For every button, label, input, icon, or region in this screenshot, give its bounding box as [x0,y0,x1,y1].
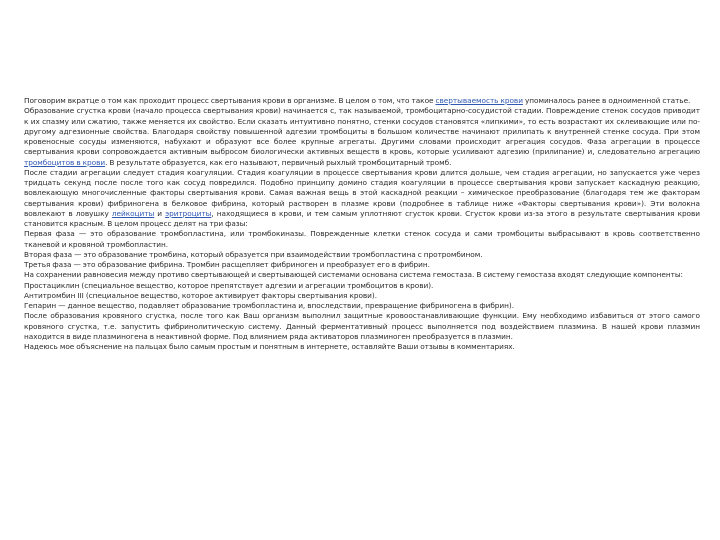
text-segment: Первая фаза — это образование тромбопластина, или тромбокиназы. Поврежденные клетки стенок сосуда и сами тромбоциты выбрасывают в кровь соответственно тканевой и кровяной тромбопластин. [24,229,700,249]
text-segment: Простациклин (специальное вещество, которое препятствует адгезии и агрегации тромбоцитов в крови). [24,280,434,290]
inline-link[interactable]: лейкоциты [111,208,155,218]
text-segment: После стадии агрегации следует стадия коагуляции. Стадия коагуляции в процессе свертывания крови длится дольше, чем стадия агрегации, но запускается уже через тридцать секунд после после того как сосуд повредился. Подобно принципу домино стадия коагуляции в процессе свертывания крови запускает каскадную реакцию, вовлекающую многочисленные факторы свертывания крови. Самая важная вещь в этой каскадной реакции – химическое преобразование (благодаря тем же факторам свертывания крови) фибриногена в белковое фибрина, который растворен в плазме крови (подробнее в таблице ниже «Факторы свертывания крови»). Эти волокна вовлекают в ловушку [24,167,700,218]
text-segment: Вторая фаза — это образование тромбина, который образуется при взаимодействии тромбопластина с протромбином. [24,249,483,259]
paragraph [24,168,700,230]
inline-link[interactable]: тромбоцитов в крови [24,157,106,167]
text-segment: Надеюсь мое объяснение на пальцах было самым простым и понятным в интернете, оставляйте Ваши отзывы в комментариях. [24,342,515,351]
paragraph [24,281,700,291]
paragraph [24,250,700,260]
text-segment: На сохранении равновесия между противо свертывающей и свертывающей системами основана система гемостаза. В систему гемостаза входят следующие компоненты: [24,270,683,280]
paragraph [24,96,700,106]
text-segment: упоминалось ранее в одноименной статье. [522,96,691,105]
inline-link[interactable]: свертываемость крови [435,96,523,105]
text-segment: . В результате образуется, как его называют, первичный рыхлый тромбоцитарный тромб. [105,157,452,167]
text-segment: Образование сгустка крови (начало процесса свертывания крови) начинается с, так называемой, тромбоцитарно-сосудистой стадии. Повреждение стенок сосудов приводит к их спазму или сжатию, также меняется их свойство. Если сказать интуитивно понятно, стенки сосудов становятся «липкими», то есть возрастают их склеивающие или по-другому адгезионные свойства. Благодаря свойству повышенной адгезии тромбоциты в большом количестве начинают прилипать к внутренней стенке сосуда. При этом кровеносные сосуды изменяются, набухают и образуют все более крупные агрегаты. Другими словами происходит агрегация сосудов. Фаза агрегации в процессе свертывания крови сопровождается активным выбросом биологически активных веществ в кровь, которые усиливают адгезию (прилипание) и, следовательно агрегацию [24,106,700,157]
text-segment: и [154,208,166,218]
paragraph [24,301,700,311]
inline-link[interactable]: эритроциты [165,208,212,218]
article-body [24,96,700,352]
text-segment: , находящиеся в крови, и тем самым уплотняют сгусток крови. Сгусток крови из-за этого в результате свертывания крови становится красным. В целом процесс делят на три фазы: [24,208,701,228]
text-segment: Гепарин — данное вещество, подавляет образование тромбопластина и, впоследствии, превращение фибриногена в фибрин). [24,301,514,310]
text-segment: После образования кровяного сгустка, после того как Ваш организм выполнил защитные кровоостанавливающие функции. Ему необходимо избавиться от этого самого кровяного сгустка, т.е. запустить фибринолитическую систему. Данный ферментативный процесс выполняется под воздействием плазмина. В нашей крови плазмин находится в виде плазминогена в неактивной форме. Под влиянием ряда активаторов плазминоген преобразуется в плазмин. [24,311,700,341]
text-segment: Третья фаза — это образование фибрина. Тромбин расщепляет фибриноген и преобразует его в фибрин. [24,260,430,269]
text-segment: Поговорим вкратце о том как проходит процесс свертывания крови в организме. В целом о том, что такое [24,96,436,105]
paragraph [24,311,700,342]
paragraph [24,260,700,270]
paragraph [24,291,700,301]
paragraph [24,270,700,280]
text-segment: Антитромбин III (специальное вещество, которое активирует факторы свертывания крови). [24,290,377,300]
paragraph [24,106,700,168]
paragraph [24,342,700,352]
paragraph [24,229,700,250]
